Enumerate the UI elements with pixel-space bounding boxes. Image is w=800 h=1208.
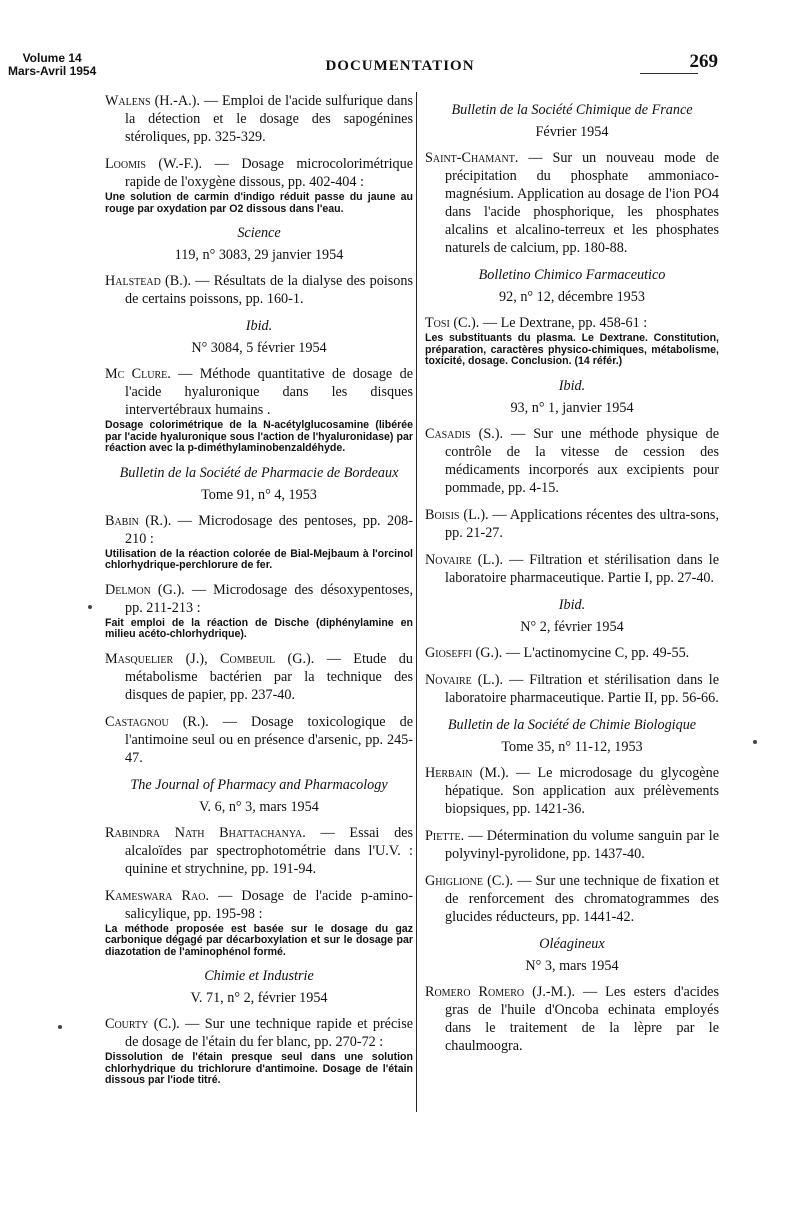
- bibliography-entry: [105, 365, 413, 455]
- journal-title: Oléagineux: [539, 935, 605, 952]
- entry-citation: [425, 551, 719, 587]
- entry-author: Mc Clure.: [105, 366, 171, 382]
- issue-info: N° 3084, 5 février 1954: [191, 340, 327, 356]
- entry-citation: [425, 149, 719, 257]
- left-column: [105, 92, 413, 1096]
- entry-title: — Essai des alcaloïdes par spectrophotométrie dans l'U.V. : quinine et strychnine, pp. 191-94.: [125, 824, 413, 877]
- entry-title: — Détermination du volume sanguin par le polyvinyl-pyrolidone, pp. 1437-40.: [445, 827, 719, 862]
- entry-author: Romero Romero (J.-M.).: [425, 983, 576, 1000]
- issue-info: Février 1954: [535, 124, 609, 140]
- bibliography-entry: [105, 824, 413, 878]
- bibliography-entry: [105, 512, 413, 572]
- entry-title: — Emploi de l'acide sulfurique dans la détection et le dosage des sapogénines stéroliques, pp. 325-329.: [125, 93, 413, 145]
- entry-author: Courty (C.).: [105, 1016, 180, 1032]
- issue-info: Tome 91, n° 4, 1953: [201, 486, 317, 503]
- journal-title: Ibid.: [245, 318, 273, 334]
- journal-title: Bulletin de la Société Chimique de France: [451, 102, 693, 118]
- entry-title: — Dosage toxicologique de l'antimoine seul ou en présence d'arsenic, pp. 245-47.: [125, 713, 413, 766]
- volume-number: Volume 14: [22, 51, 82, 65]
- entry-author: Loomis (W.-F.).: [105, 156, 203, 172]
- bibliography-entry: [425, 506, 719, 542]
- entry-abstract: Utilisation de la réaction colorée de Bial-Mejbaum à l'orcinol chlorhydrique-perchlorure de fer.: [105, 547, 413, 571]
- entry-citation: [425, 314, 719, 332]
- journal-title: The Journal of Pharmacy and Pharmacology: [130, 776, 388, 793]
- journal-title: Ibid.: [558, 596, 586, 613]
- entry-citation: [425, 671, 719, 707]
- right-column: [425, 92, 719, 1064]
- bibliography-entry: [425, 872, 719, 926]
- entry-author: Castagnou (R.).: [105, 713, 209, 730]
- journal-title: Ibid.: [558, 377, 586, 394]
- bibliography-entry: [425, 644, 719, 662]
- entry-title: — Microdosage des pentoses, pp. 208-210 :: [125, 512, 413, 547]
- bibliography-entry: [425, 764, 719, 818]
- bibliography-entry: [425, 551, 719, 587]
- entry-author: Gioseffi (G.).: [425, 644, 503, 661]
- column-divider: [416, 92, 417, 1112]
- bibliography-entry: [425, 671, 719, 707]
- entry-author: Babin (R.).: [105, 512, 172, 529]
- entry-citation: [105, 824, 413, 878]
- issue-info: Tome 35, n° 11-12, 1953: [501, 738, 643, 755]
- entry-author: Novaire (L.).: [425, 551, 503, 568]
- issue-date: Mars-Avril 1954: [8, 64, 97, 78]
- entry-title: — Sur une méthode physique de contrôle de la vitesse de cession des médicaments incorporés aux excipients pour pommade, pp. 4-15.: [445, 425, 720, 496]
- issue-info: 119, n° 3083, 29 janvier 1954: [174, 247, 344, 263]
- margin-speck: [753, 740, 757, 744]
- page-number: 269: [689, 51, 718, 72]
- entry-author: Delmon (G.).: [105, 581, 185, 598]
- entry-author: Herbain (M.).: [425, 764, 509, 781]
- bibliography-entry: [105, 92, 413, 146]
- entry-citation: [425, 425, 719, 497]
- entry-title: — Résultats de la dialyse des poisons de certains poissons, pp. 160-1.: [125, 273, 414, 307]
- bibliography-entry: [105, 887, 413, 959]
- entry-abstract: Dissolution de l'étain presque seul dans une solution chlorhydrique du trichlorure d'antimoine. Dosage de l'étain dissous par l'iode titré.: [105, 1051, 413, 1086]
- entry-citation: [105, 1015, 413, 1051]
- bibliography-entry: [105, 581, 413, 641]
- journal-title: Bulletin de la Société de Pharmacie de Bordeaux: [119, 464, 399, 481]
- bibliography-entry: [425, 827, 719, 863]
- issue-info: V. 6, n° 3, mars 1954: [199, 798, 319, 815]
- margin-speck: [88, 605, 92, 609]
- entry-title: — Méthode quantitative de dosage de l'acide hyaluronique dans les disques intervertébraux humains .: [125, 366, 414, 418]
- bibliography-entry: [105, 1015, 413, 1087]
- entry-author: Masquelier (J.), Combeuil (G.).: [105, 650, 315, 667]
- entry-citation: [105, 887, 413, 923]
- entry-citation: [105, 650, 413, 704]
- entry-citation: [425, 506, 719, 542]
- entry-abstract: La méthode proposée est basée sur le dosage du gaz carbonique dégagé par décarboxylation et sur le dosage par diazotation de l'aminophénol formé.: [105, 922, 413, 958]
- entry-author: Rabindra Nath Bhattachanya.: [105, 824, 306, 841]
- journal-title: Science: [237, 225, 281, 241]
- entry-title: — L'actinomycine C, pp. 49-55.: [505, 644, 690, 661]
- entry-author: Casadis (S.).: [425, 425, 504, 442]
- entry-abstract: Les substituants du plasma. Le Dextrane. Constitution, préparation, caractères physico-chimiques, métabolisme, toxicité, dosage. Conclusion. (14 référ.): [425, 332, 719, 367]
- bibliography-entry: [425, 149, 719, 257]
- entry-title: — Dosage de l'acide p-amino-salicylique, pp. 195-98 :: [125, 887, 413, 922]
- entry-title: — Microdosage des désoxypentoses, pp. 211-213 :: [125, 581, 413, 616]
- entry-citation: [105, 581, 413, 617]
- entry-author: Halstead (B.).: [105, 273, 192, 289]
- entry-abstract: Fait emploi de la réaction de Dische (diphénylamine en milieu acéto-chlorhydrique).: [105, 616, 413, 640]
- margin-speck: [58, 1025, 62, 1029]
- bibliography-entry: [105, 272, 413, 308]
- issue-info: V. 71, n° 2, février 1954: [190, 990, 328, 1006]
- entry-citation: [105, 155, 413, 191]
- entry-title: — Sur un nouveau mode de précipitation du phosphate ammoniaco-magnésium. Application au dosage de l'ion PO4 dans l'acide phosphorique, les phosphates alcalins et alcalino-terreux et les phosphates naturels de calcium, pp. 180-88.: [445, 150, 719, 256]
- entry-citation: [425, 827, 719, 863]
- entry-abstract: Dosage colorimétrique de la N-acétylglucosamine (libérée par l'acide hyaluronique sous l'action de l'hyaluronidase) par réaction avec la p-diméthylaminobenzaldéhyde.: [105, 419, 413, 454]
- entry-citation: [105, 365, 413, 419]
- bibliography-entry: [105, 650, 413, 704]
- entry-citation: [425, 983, 719, 1055]
- journal-title: Bolletino Chimico Farmaceutico: [478, 267, 666, 283]
- issue-info: 93, n° 1, janvier 1954: [510, 399, 634, 416]
- bibliography-entry: [105, 155, 413, 215]
- entry-title: — Filtration et stérilisation dans le laboratoire pharmaceutique. Partie II, pp. 56-66.: [445, 671, 719, 706]
- issue-info: N° 3, mars 1954: [525, 957, 619, 974]
- entry-title: — Les esters d'acides gras de l'huile d'Oncoba echinata employés dans le traitement de la lèpre par le chaulmoogra.: [445, 983, 719, 1054]
- entry-citation: [105, 713, 413, 767]
- entry-citation: [105, 512, 413, 548]
- journal-title: Chimie et Industrie: [204, 968, 314, 984]
- entry-abstract: Une solution de carmin d'indigo réduit passe du jaune au rouge par oxydation par O2 dissous dans l'eau.: [105, 191, 413, 215]
- entry-author: Piette.: [425, 827, 465, 844]
- entry-author: Novaire (L.).: [425, 671, 503, 688]
- entry-title: — Le Dextrane, pp. 458-61 :: [482, 315, 648, 331]
- entry-author: Kameswara Rao.: [105, 887, 210, 904]
- entry-title: — Le microdosage du glycogène hépatique. Son application aux prélèvements biopsiques, pp. 1421-36.: [445, 764, 719, 817]
- entry-citation: [425, 872, 719, 926]
- bibliography-entry: [425, 425, 719, 497]
- entry-citation: [425, 644, 719, 662]
- entry-citation: [105, 272, 413, 308]
- entry-citation: [105, 92, 413, 146]
- bibliography-entry: [105, 713, 413, 767]
- entry-author: Boisis (L.).: [425, 506, 489, 523]
- entry-title: — Etude du métabolisme bactérien par la technique des disques de papier, pp. 237-40.: [125, 650, 413, 703]
- entry-author: Ghiglione (C.).: [425, 872, 514, 889]
- page-title: DOCUMENTATION: [325, 58, 475, 74]
- header-rule: [640, 73, 698, 74]
- entry-title: — Applications récentes des ultra-sons, pp. 21-27.: [445, 506, 719, 541]
- entry-citation: [425, 764, 719, 818]
- issue-info: 92, n° 12, décembre 1953: [499, 289, 645, 305]
- entry-title: — Sur une technique rapide et précise de dosage de l'étain du fer blanc, pp. 270-72 :: [125, 1016, 414, 1050]
- entry-title: — Dosage microcolorimétrique rapide de l'oxygène dissous, pp. 402-404 :: [125, 156, 413, 190]
- bibliography-entry: [425, 983, 719, 1055]
- issue-info: N° 2, février 1954: [520, 618, 624, 635]
- bibliography-entry: [425, 314, 719, 368]
- entry-title: — Sur une technique de fixation et de renforcement des chromatogrammes des glucides réducteurs, pp. 1441-42.: [445, 872, 720, 925]
- entry-author: Walens (H.-A.).: [105, 93, 200, 109]
- journal-title: Bulletin de la Société de Chimie Biologique: [447, 716, 697, 733]
- entry-author: Tosi (C.).: [425, 315, 480, 331]
- entry-title: — Filtration et stérilisation dans le laboratoire pharmaceutique. Partie I, pp. 27-40.: [445, 551, 719, 586]
- entry-author: Saint-Chamant.: [425, 150, 519, 166]
